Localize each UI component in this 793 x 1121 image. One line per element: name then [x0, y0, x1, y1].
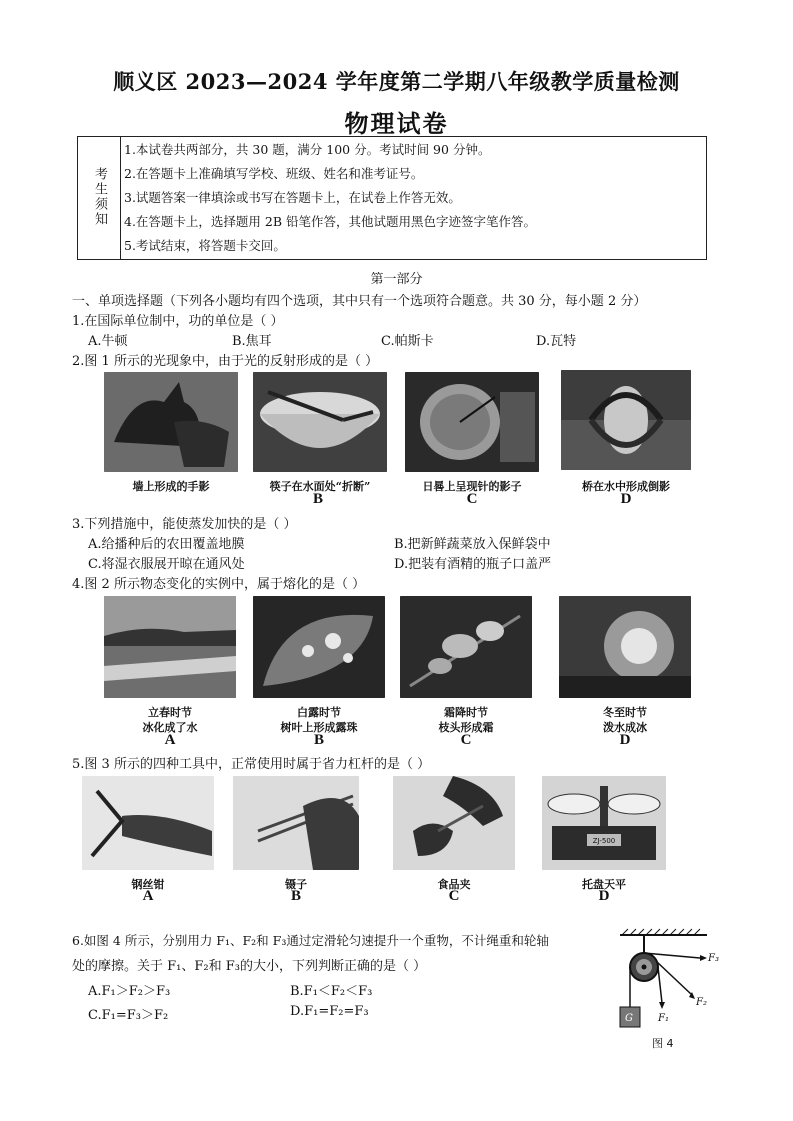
q4-caption-b-line2: 树叶上形成露珠 — [280, 721, 358, 734]
exam-title: 顺义区 2023—2024 学年度第二学期八年级教学质量检测 — [113, 69, 680, 94]
weight-label-g: G — [625, 1013, 633, 1024]
sundial-photo — [405, 372, 539, 472]
q4-caption-b-line1: 白露时节 — [297, 706, 341, 719]
q2-caption-c: 日晷上呈现针的影子 — [422, 480, 522, 493]
dew-illustration — [253, 596, 385, 698]
hand-shadow-illustration — [104, 372, 238, 472]
balance-photo — [542, 776, 666, 870]
q4-caption-a-line1: 立春时节 — [148, 706, 192, 719]
q2-letter-c: C — [466, 491, 478, 507]
notice-box — [77, 136, 707, 260]
ice-splash-illustration — [559, 596, 691, 698]
q5-stem: 5.图 3 所示的四种工具中，正常使用时属于省力杠杆的是（ ） — [72, 757, 431, 772]
q4-letter-b: B — [313, 732, 324, 748]
tweezers-photo — [233, 776, 359, 870]
q4-caption-c-line2: 枝头形成霜 — [438, 721, 494, 734]
paper-subject: 物理试卷 — [344, 109, 449, 138]
force-label-f1: F₁ — [658, 1013, 669, 1024]
q4-letter-d: D — [619, 732, 631, 748]
q4-stem: 4.图 2 所示物态变化的实例中，属于熔化的是（ ） — [72, 577, 366, 592]
balance-plate-label: ZJ-500 — [592, 837, 616, 845]
q6-option-a: A.F₁＞F₂＞F₃ — [88, 984, 171, 999]
q5-letter-b: B — [290, 888, 301, 904]
notice-content — [121, 137, 707, 260]
q5-caption-a: 钢丝钳 — [131, 878, 165, 891]
q5-letter-a: A — [142, 888, 154, 904]
dew-leaf-photo — [253, 596, 385, 698]
q2-stem: 2.图 1 所示的光现象中，由于光的反射形成的是（ ） — [72, 354, 379, 369]
q3-stem: 3.下列措施中，能使蒸发加快的是（ ） — [72, 517, 297, 532]
q4-caption-a-line2: 冰化成了水 — [142, 721, 198, 734]
q2-caption-d: 桥在水中形成倒影 — [582, 480, 670, 493]
q6-option-b: B.F₁＜F₂＜F₃ — [290, 984, 373, 999]
frost-illustration — [400, 596, 532, 698]
section-title: 第一部分 — [370, 272, 423, 287]
q6-stem-line2: 处的摩擦。关于 F₁、F₂和 F₃的大小，下列判断正确的是（ ） — [72, 959, 427, 974]
q5-caption-b: 镊子 — [285, 878, 307, 891]
tweezers-illustration — [233, 776, 359, 870]
q4-letter-a: A — [164, 732, 176, 748]
q2-letter-b: B — [312, 491, 323, 507]
balance-illustration — [542, 776, 666, 870]
q4-letter-c: C — [460, 732, 472, 748]
notice-label: 考生须知 — [92, 166, 107, 227]
thawing-photo — [104, 596, 236, 698]
q2-caption-b: 筷子在水面处“折断” — [269, 480, 371, 493]
q5-caption-c: 食品夹 — [437, 878, 471, 891]
force-label-f2: F₂ — [696, 997, 707, 1008]
pliers-photo — [82, 776, 214, 870]
q3-option-c: C.将湿衣服展开晾在通风处 — [88, 557, 245, 572]
food-tongs-photo — [393, 776, 515, 870]
q6-option-d: D.F₁=F₂=F₃ — [290, 1004, 369, 1019]
force-label-f3: F₃ — [708, 953, 719, 964]
notice-line: 1.本试卷共两部分，共 30 题，满分 100 分。考试时间 90 分钟。 — [124, 142, 491, 157]
hand-shadow-photo — [104, 372, 238, 472]
q1-option-a: A.牛顿 — [88, 334, 128, 349]
section-instruction: 一、单项选择题（下列各小题均有四个选项，其中只有一个选项符合题意。共 30 分，每小题 2 分） — [72, 294, 647, 309]
notice-line: 5.考试结束，将答题卡交回。 — [124, 238, 286, 253]
q6-stem-line1: 6.如图 4 所示，分别用力 F₁、F₂和 F₃通过定滑轮匀速提升一个重物，不计绳重和轮轴 — [72, 933, 549, 948]
water-splash-ice-photo — [559, 596, 691, 698]
q3-option-b: B.把新鲜蔬菜放入保鲜袋中 — [394, 537, 551, 552]
q4-caption-d-line2: 泼水成冰 — [603, 721, 647, 734]
q1-option-c: C.帕斯卡 — [381, 334, 434, 349]
q3-option-a: A.给播种后的农田覆盖地膜 — [88, 537, 245, 552]
notice-line: 4.在答题卡上，选择题用 2B 铅笔作答，其他试题用黑色字迹签字笔作答。 — [124, 214, 537, 229]
pliers-illustration — [82, 776, 214, 870]
figure-4-caption: 图 4 — [652, 1037, 674, 1050]
chopsticks-bowl-photo — [253, 372, 387, 472]
bowl-illustration — [253, 372, 387, 472]
notice-line: 3.试题答案一律填涂或书写在答题卡上，在试卷上作答无效。 — [124, 190, 461, 205]
pulley-diagram — [612, 925, 732, 1050]
q5-letter-d: D — [598, 888, 610, 904]
q5-caption-d: 托盘天平 — [582, 878, 626, 891]
q4-caption-c-line1: 霜降时节 — [444, 706, 488, 719]
q5-letter-c: C — [448, 888, 460, 904]
bridge-reflection-photo — [561, 370, 691, 470]
notice-line: 2.在答题卡上准确填写学校、班级、姓名和准考证号。 — [124, 166, 424, 181]
q3-option-d: D.把装有酒精的瓶子口盖严 — [394, 557, 552, 572]
q2-letter-d: D — [620, 491, 632, 507]
thawing-illustration — [104, 596, 236, 698]
sundial-illustration — [405, 372, 539, 472]
q1-option-d: D.瓦特 — [536, 334, 577, 349]
q6-option-c: C.F₁=F₃＞F₂ — [88, 1008, 169, 1023]
frost-branch-photo — [400, 596, 532, 698]
tongs-illustration — [393, 776, 515, 870]
q1-stem: 1.在国际单位制中，功的单位是（ ） — [72, 314, 284, 329]
bridge-illustration — [561, 370, 691, 470]
q1-option-b: B.焦耳 — [232, 334, 272, 349]
q2-caption-a: 墙上形成的手影 — [132, 480, 210, 493]
q4-caption-d-line1: 冬至时节 — [603, 706, 647, 719]
notice-label-cell — [78, 137, 121, 260]
